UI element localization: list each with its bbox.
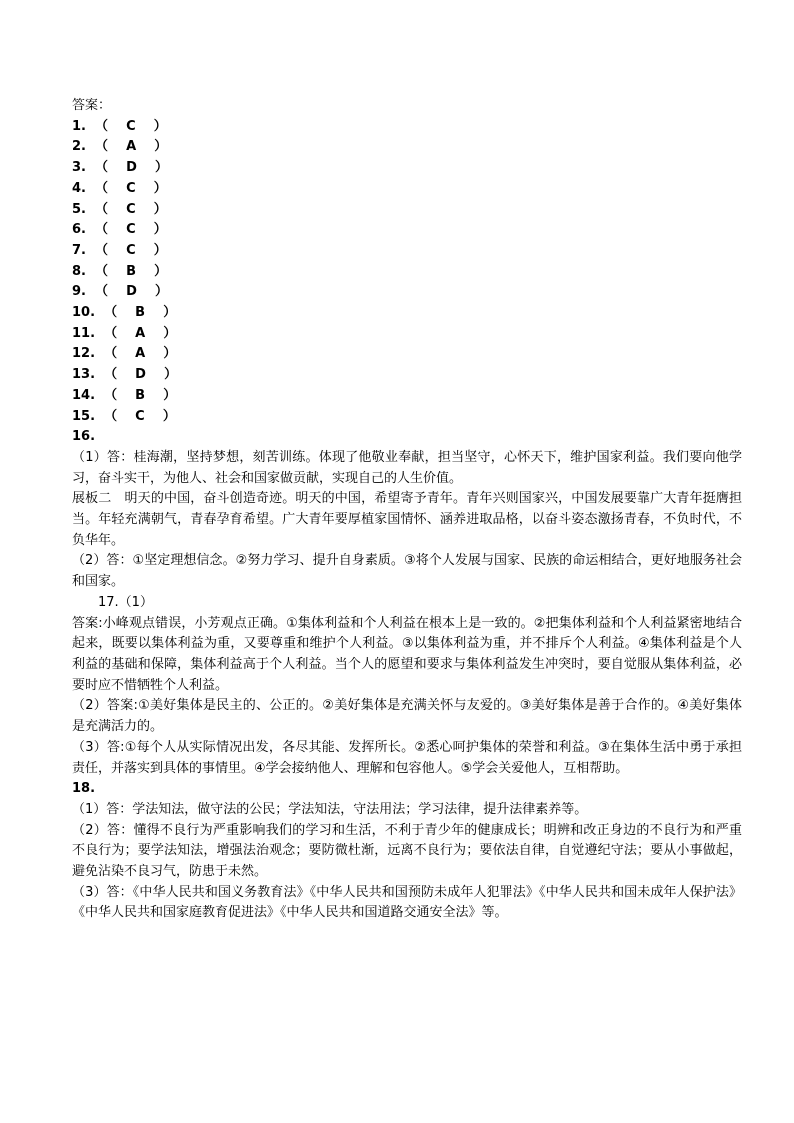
q17-part3: （3）答:①每个人从实际情况出发，各尽其能、发挥所长。②悉心呵护集体的荣誉和利益。③在集体生活中勇于承担责任，并落实到具体的事情里。④学会接纳他人、理解和包容他人。⑤学会关爱他人，互相帮助。 <box>72 739 742 776</box>
mc-answer-5: 5. （ C ） <box>72 201 167 217</box>
q16-part1: （1）答：桂海潮，坚持梦想，刻苦训练。体现了他敬业奉献，担当坚守，心怀天下，维护国家利益。我们要向他学习，奋斗实干，为他人、社会和国家做贡献，实现自己的人生价值。 <box>72 449 742 486</box>
q17-number: 17.（1） <box>98 594 153 610</box>
answer-document <box>72 96 742 924</box>
q18-part2: （2）答：懂得不良行为严重影响我们的学习和生活，不利于青少年的健康成长；明辨和改正身边的不良行为和严重不良行为；要学法知法，增强法治观念；要防微杜渐，远离不良行为；要依法自律，自觉遵纪守法；要从小事做起，避免沾染不良习气，防患于未然。 <box>72 822 742 880</box>
q17-part1: 答案:小峰观点错误，小芳观点正确。①集体利益和个人利益在根本上是一致的。②把集体利益和个人利益紧密地结合起来，既要以集体利益为重，又要尊重和维护个人利益。③以集体利益为重，并不排斥个人利益。④集体利益是个人利益的基础和保障，集体利益高于个人利益。当个人的愿望和要求与集体利益发生冲突时，要自觉服从集体利益，必要时应不惜牺牲个人利益。 <box>72 615 742 693</box>
question-17 <box>72 593 742 779</box>
question-18 <box>72 779 742 924</box>
mc-answer-2: 2. （ A ） <box>72 139 168 155</box>
q16-part2: （2）答：①坚定理想信念。②努力学习、提升自身素质。③将个人发展与国家、民族的命运相结合，更好地服务社会和国家。 <box>72 553 742 590</box>
mc-answer-8: 8. （ B ） <box>72 263 168 279</box>
answers-heading: 答案： <box>72 98 112 113</box>
q18-number: 18. <box>72 781 96 797</box>
mc-answer-7: 7. （ C ） <box>72 242 167 258</box>
mc-answer-9: 9. （ D ） <box>72 284 169 300</box>
mc-answer-13: 13. （ D ） <box>72 367 178 383</box>
q16-number: 16. <box>72 429 96 445</box>
mc-answer-1: 1. （ C ） <box>72 118 167 134</box>
q16-board2: 展板二 明天的中国，奋斗创造奇迹。明天的中国，希望寄予青年。青年兴则国家兴，中国发展要靠广大青年挺膺担当。年轻充满朝气，青春孕育希望。广大青年要厚植家国情怀、涵养进取品格，以奋斗姿态激扬青春，不负时代，不负华年。 <box>72 491 742 548</box>
question-16 <box>72 427 742 593</box>
mc-answer-10: 10. （ B ） <box>72 305 177 321</box>
multiple-choice-answers <box>72 117 742 428</box>
q18-part3: （3）答：《中华人民共和国义务教育法》《中华人民共和国预防未成年人犯罪法》《中华人民共和国未成年人保护法》《中华人民共和国家庭教育促进法》《中华人民共和国道路交通安全法》等。 <box>72 884 742 921</box>
mc-answer-12: 12. （ A ） <box>72 346 177 362</box>
mc-answer-4: 4. （ C ） <box>72 180 167 196</box>
q17-part2: （2）答案:①美好集体是民主的、公正的。②美好集体是充满关怀与友爱的。③美好集体是善于合作的。④美好集体是充满活力的。 <box>72 698 742 735</box>
mc-answer-14: 14. （ B ） <box>72 387 177 403</box>
q18-part1: （1）答：学法知法，做守法的公民；学法知法，守法用法；学习法律，提升法律素养等。 <box>72 801 588 817</box>
mc-answer-11: 11. （ A ） <box>72 325 177 341</box>
mc-answer-3: 3. （ D ） <box>72 160 169 176</box>
mc-answer-15: 15. （ C ） <box>72 408 176 424</box>
mc-answer-6: 6. （ C ） <box>72 222 167 238</box>
